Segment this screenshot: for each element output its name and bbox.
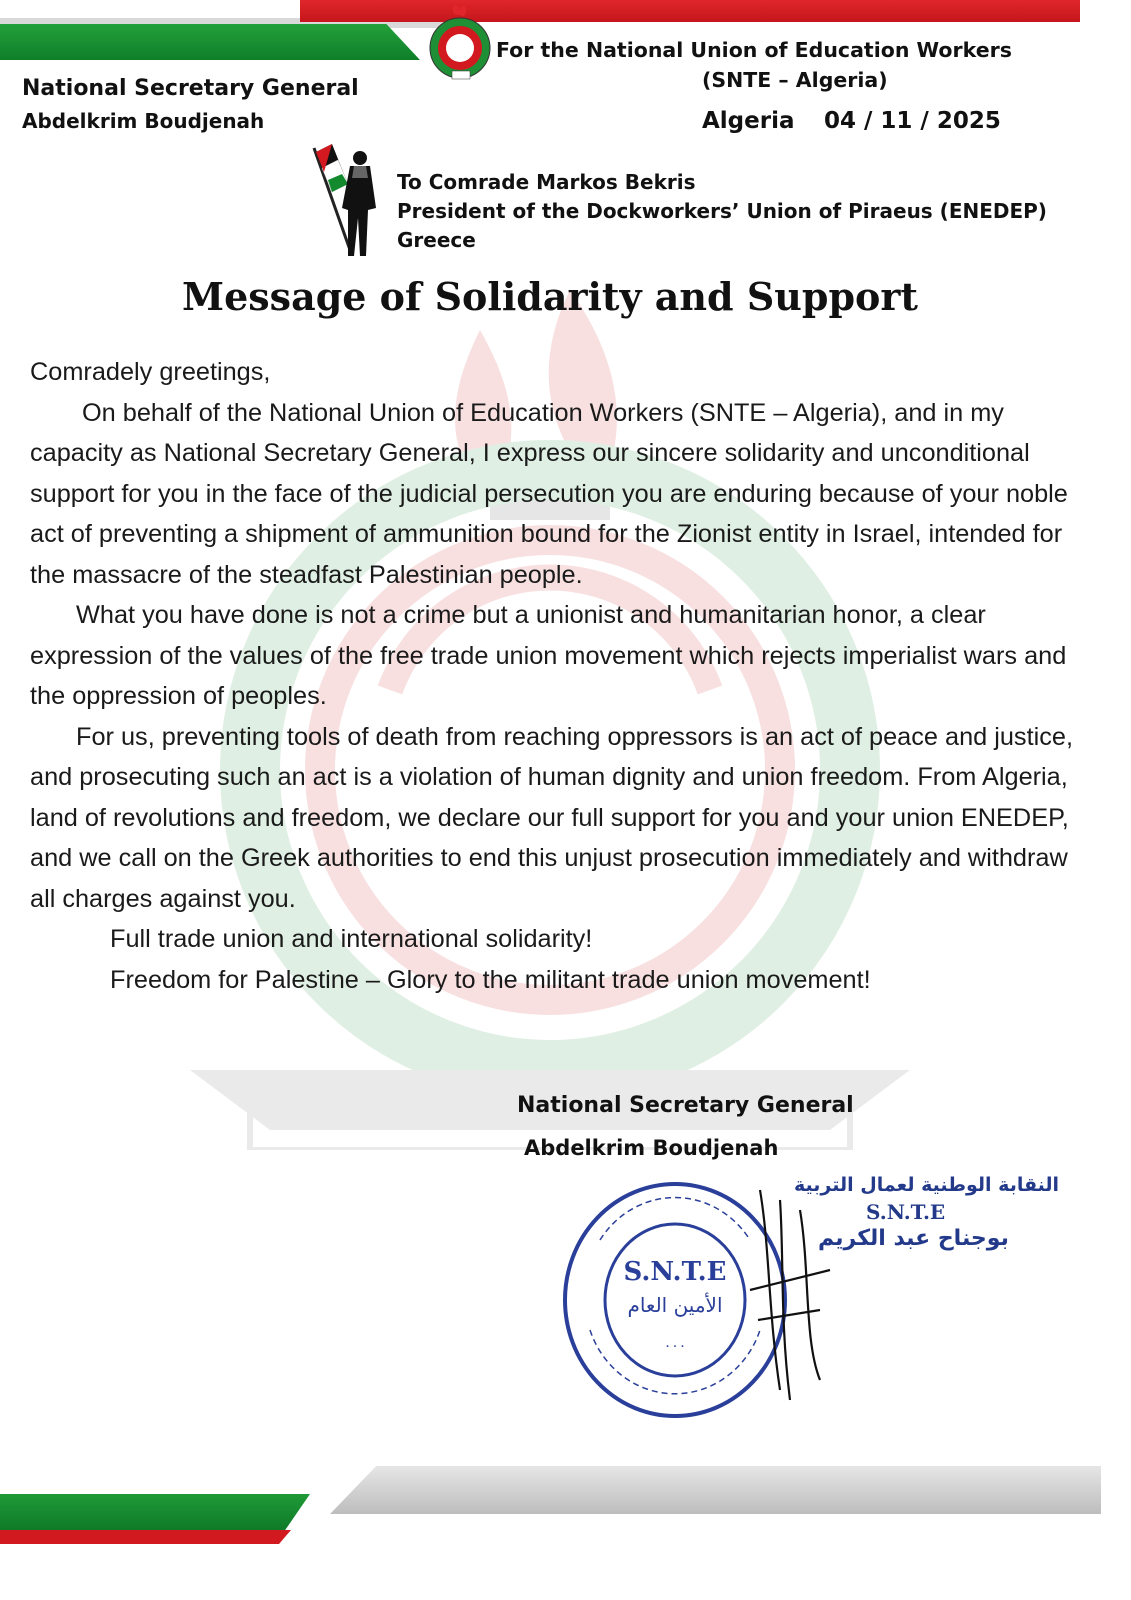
recipient-line3: Greece <box>397 228 476 252</box>
paragraph-2: What you have done is not a crime but a unionist and humanitarian honor, a clear expression of the values of the free trade union movement which rejects imperialist wars and the oppression of peoples. <box>30 601 1067 710</box>
stamp-right-arabic-line1: النقابة الوطنية لعمال التربية <box>794 1174 1060 1196</box>
stamp-code-mark: ٠٠٠ <box>663 1338 687 1354</box>
header-band-green <box>0 24 420 60</box>
snte-logo <box>428 0 496 82</box>
paragraph-1: On behalf of the National Union of Education Workers (SNTE – Algeria), and in my capacity as National Secretary General, I express our sincere solidarity and unconditional support for you in the face of the judicial persecution you are enduring because of your noble act of preventing a shipment of ammunition bound for the Zionist entity in Israel, intended for the massacre of the steadfast Palestinian people. <box>30 398 1068 589</box>
recipient-line2: President of the Dockworkers’ Union of Piraeus (ENEDEP) <box>397 199 1047 223</box>
greeting: Comradely greetings, <box>30 358 271 386</box>
footer-band-green <box>0 1494 310 1530</box>
closing-line-2: Freedom for Palestine – Glory to the militant trade union movement! <box>110 965 871 994</box>
flag-bearer-figure <box>302 138 394 260</box>
closing-line-1: Full trade union and international solidarity! <box>110 925 593 953</box>
footer-band-grey <box>330 1466 1101 1514</box>
recipient-line1: To Comrade Markos Bekris <box>397 170 696 194</box>
stamp-center-label: S.N.T.E <box>623 1257 727 1287</box>
signature-title: National Secretary General <box>517 1093 854 1118</box>
stamp-center-arabic: الأمين العام <box>627 1293 723 1317</box>
paragraph-3: For us, preventing tools of death from reaching oppressors is an act of peace and justice, and prosecuting such an act is a violation of human dignity and union freedom. From Algeria, land of revolutions and freedom, we declare our full support for you and your union ENEDEP, and we call on the Greek authorities to end this unjust prosecution immediately and withdraw all charges against you. <box>30 722 1073 913</box>
header-left-title: National Secretary General <box>22 76 359 101</box>
org-line1: For the National Union of Education Workers <box>496 38 1012 62</box>
stamp-right-arabic-line3: بوجناح عبد الكريم <box>818 1226 1009 1251</box>
place: Algeria <box>702 108 795 134</box>
handwritten-signature <box>740 1170 850 1420</box>
footer-band-red <box>0 1530 300 1544</box>
header-left-name: Abdelkrim Boudjenah <box>22 109 265 133</box>
header-band-red <box>300 0 1080 22</box>
org-line2: (SNTE – Algeria) <box>702 68 888 92</box>
letter-body <box>30 352 1090 1000</box>
stamp-right-label: S.N.T.E <box>866 1200 946 1224</box>
letter-title: Message of Solidarity and Support <box>182 274 918 319</box>
date: 04 / 11 / 2025 <box>824 108 1001 134</box>
signature-name: Abdelkrim Boudjenah <box>524 1136 779 1160</box>
